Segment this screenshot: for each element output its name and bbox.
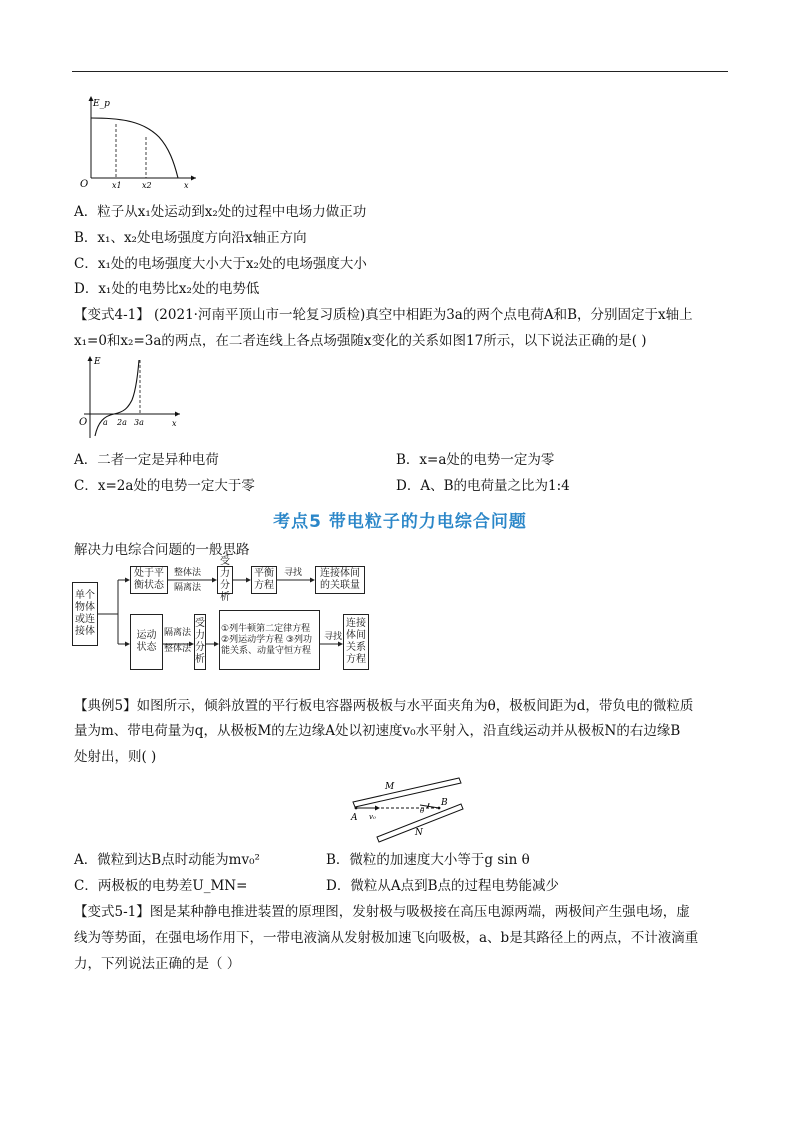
ep-x1-label: x1 (112, 181, 122, 190)
ep-ylabel: E_p (93, 99, 110, 109)
flow-bot-method1: 隔离法 (164, 628, 192, 638)
label-n: N (415, 828, 423, 838)
var51-line2: 线为等势面，在强电场作用下，一带电液滴从发射极加速飞向吸极，a、b是其路径上的两点，不计液滴重 (74, 930, 699, 946)
flow-bot-list: ①列牛顿第二定律方程 ②列运动学方程 ③列功能关系、动量守恒方程 (219, 610, 320, 670)
label-b: B (441, 798, 448, 808)
flow-bot-link: 连接体间关系方程 (343, 614, 369, 670)
flowchart (70, 556, 390, 672)
example5-option-b: B．微粒的加速度大小等于g sin θ (326, 852, 530, 868)
ep-x2-label: x2 (142, 181, 152, 190)
label-v0: v₀ (369, 813, 376, 821)
ep-origin: O (80, 179, 89, 190)
q4-option-b: B．x₁、x₂处电场强度方向沿x轴正方向 (74, 230, 307, 246)
var51-line3: 力，下列说法正确的是（ ） (74, 956, 241, 972)
var41-option-a: A．二者一定是异种电荷 (74, 452, 219, 468)
example5-line2: 量为m、带电荷量为q，从极板M的左边缘A处以初速度v₀水平射入，沿直线运动并从极板N的右边缘B (74, 723, 681, 739)
flow-find1: 寻找 (284, 568, 303, 578)
flow-top-state: 处于平衡状态 (130, 566, 168, 594)
flow-top-link: 连接体间的关联量 (315, 566, 365, 594)
flow-bot-state: 运动状态 (130, 614, 163, 670)
ep-graph (74, 92, 204, 190)
var41-option-d: D．A、B的电荷量之比为1:4 (396, 478, 570, 494)
point-a (355, 807, 358, 810)
flow-top-method1: 整体法 (174, 568, 202, 578)
e-tick-3a: 3a (134, 418, 144, 427)
q4-option-a: A．粒子从x₁处运动到x₂处的过程中电场力做正功 (74, 204, 367, 220)
label-theta: θ (420, 807, 425, 815)
flow-bot-force: 受力分析 (194, 614, 206, 670)
e-origin: O (79, 417, 88, 428)
var41-option-b: B．x=a处的电势一定为零 (396, 452, 555, 468)
example5-line1: 【典例5】如图所示，倾斜放置的平行板电容器两极板与水平面夹角为θ，极板间距为d，带负电的微粒质 (74, 698, 694, 714)
q4-option-c: C．x₁处的电场强度大小大于x₂处的电场强度大小 (74, 256, 367, 272)
e-xlabel: x (172, 419, 177, 428)
point-b (438, 807, 441, 810)
var41-option-c: C．x=2a处的电势一定大于零 (74, 478, 255, 494)
label-m: M (385, 782, 395, 792)
flow-start-box: 单个物体或连接体 (72, 582, 98, 646)
x-axis-arrow (175, 412, 180, 417)
e-tick-2a: 2a (117, 418, 127, 427)
var41-line1: 【变式4-1】 (2021·河南平顶山市一轮复习质检)真空中相距为3a的两个点电荷A和B，分别固定于x轴上 (74, 307, 693, 323)
q4-option-d: D．x₁处的电势比x₂处的电势低 (74, 281, 260, 297)
ep-curve (91, 118, 178, 178)
var41-line2: x₁=0和x₂=3a的两点，在二者连线上各点场强随x变化的关系如图17所示，以下说法正确的是( ) (74, 333, 647, 349)
theta-arc (427, 803, 429, 808)
section-intro: 解决力电综合问题的一般思路 (74, 542, 250, 558)
x-axis-arrow (191, 176, 196, 181)
example5-option-a: A．微粒到达B点时动能为mv₀² (74, 852, 260, 868)
flow-bot-method2: 整体法 (164, 644, 192, 654)
example5-option-d: D．微粒从A点到B点的过程电势能减少 (326, 878, 559, 894)
flow-find2: 寻找 (324, 632, 343, 642)
label-a: A (351, 813, 358, 823)
e-field-graph (74, 352, 184, 442)
e-ylabel: E (94, 357, 101, 367)
capacitor-diagram (345, 775, 470, 843)
section-title: 考点5 带电粒子的力电综合问题 (273, 512, 527, 532)
flow-top-force: 受力分析 (217, 566, 233, 594)
var51-line1: 【变式5-1】图是某种静电推进装置的原理图，发射极与吸极接在高压电源两端，两极间产生强电场，虚 (74, 904, 690, 920)
header-rule (72, 71, 728, 72)
ep-xlabel: x (184, 181, 189, 190)
example5-line3: 处射出，则( ) (74, 749, 157, 765)
y-axis-arrow (88, 356, 93, 361)
flow-top-method2: 隔离法 (174, 583, 202, 593)
example5-option-c: C．两极板的电势差U_MN= (74, 878, 248, 894)
flow-top-eq: 平衡方程 (251, 566, 277, 594)
e-tick-a: a (103, 418, 108, 427)
